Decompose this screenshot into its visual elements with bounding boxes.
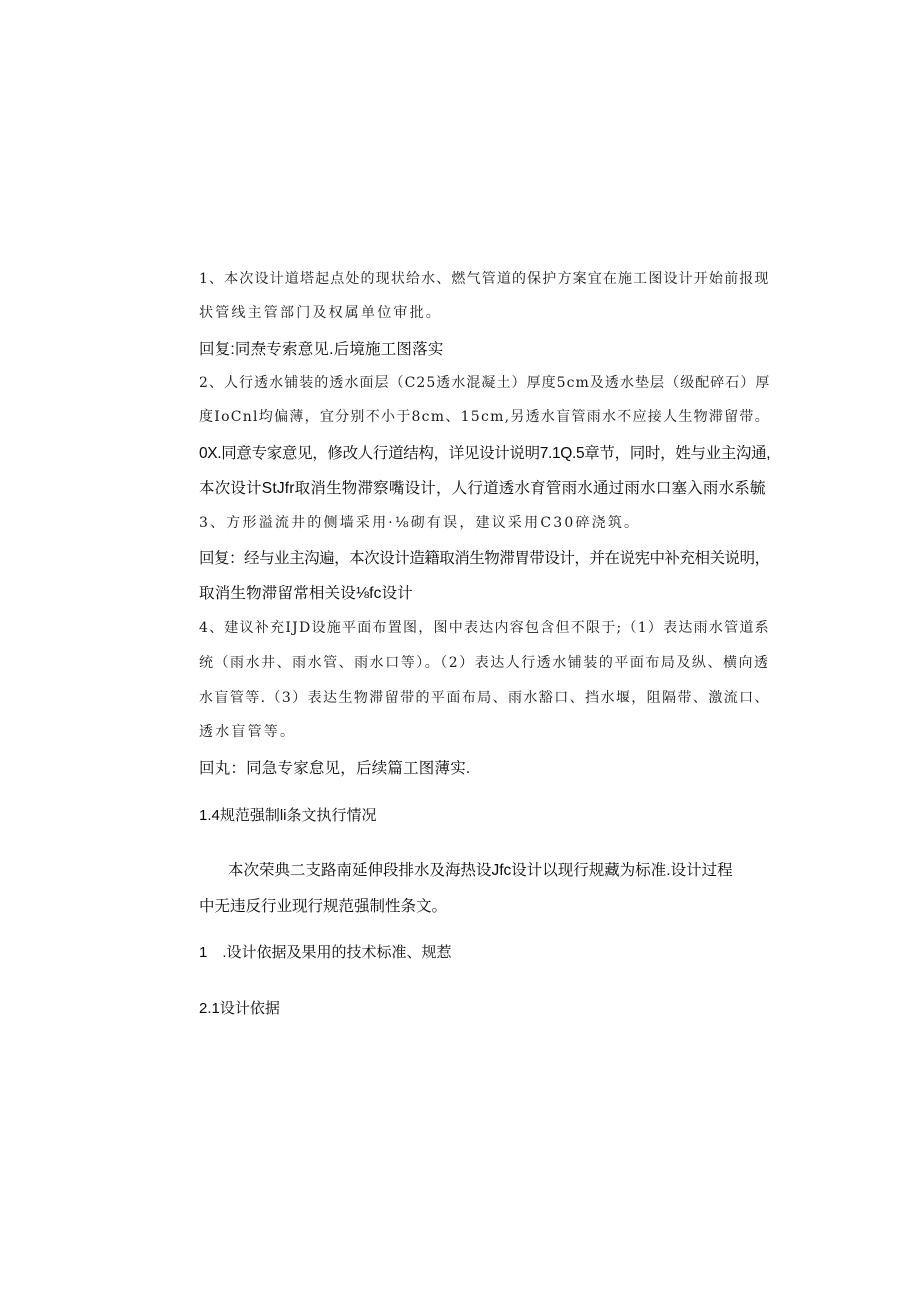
section-heading-2: 1 .设计依据及果用的技术标准、规惹: [199, 944, 452, 961]
comment-2-line-1: 2、人行透水铺装的透水面层（C25透水混凝土）厚度5cm及透水垫层（级配碎石）厚: [199, 375, 771, 391]
section-heading-2-1: 2.1设计依据: [199, 1000, 280, 1017]
section-heading-1-4: 1.4规范强制li条文执行情况: [199, 807, 377, 824]
comment-4-line-3: 水盲管等.（3）表达生物滞留带的平面布局、雨水豁口、挡水堰，阻隔带、激流口、: [199, 690, 770, 706]
reply-4: 回丸：同急专家怠见，后续篇工图薄实.: [199, 760, 471, 777]
comment-4-line-1: 4、建议补充IJD设施平面布置图，图中表达内容包含但不限于;（1）表达雨水管道系: [199, 620, 770, 636]
comment-1-line-1: 1、本次设计道塔起点处的现状给水、燃气管道的保护方案宜在施工图设计开始前报现: [199, 271, 770, 287]
comment-4-line-4: 透水盲管等。: [199, 724, 297, 740]
reply-2-line-2: 本次设计StJfr取消生物滞察嘴设计，人行道透水育管雨水通过雨水口塞入雨水系毓: [199, 480, 766, 497]
paragraph-line-1: 本次荣典二支路南延伸段排水及海热设Jfc设计以现行规藏为标准.设计过程: [228, 862, 733, 879]
comment-4-line-2: 统（雨水井、雨水管、雨水口等）。（2）表达人行透水铺装的平面布局及纵、横向透: [199, 655, 770, 671]
reply-3-line-1: 回复：经与业主沟遍，本次设计造籍取消生物滞胃带设计，并在说宪中补充相关说明，: [199, 550, 770, 567]
reply-1: 回复:同焘专索意见.后境施工图落实: [199, 341, 444, 358]
comment-3: 3、方形溢流井的侧墙采用·⅛砌有误，建议采用C30碎浇筑。: [199, 515, 641, 531]
reply-3-line-2: 取消生物滞留常相关设⅛fc设计: [199, 585, 413, 602]
reply-2-line-1: 0X.同意专家意见，修改人行道结构，详见设计说明7.1Q.5章节，同时，姓与业主沟通,: [199, 445, 771, 462]
paragraph-line-2: 中无违反行业现行规范强制性条文。: [199, 898, 448, 915]
comment-2-line-2: 度IoCnl均偏薄，宜分别不小于8cm、15cm,另透水盲管雨水不应接人生物滞留带。: [199, 409, 770, 425]
comment-1-line-2: 状管线主管部门及权属单位审批。: [199, 305, 442, 321]
